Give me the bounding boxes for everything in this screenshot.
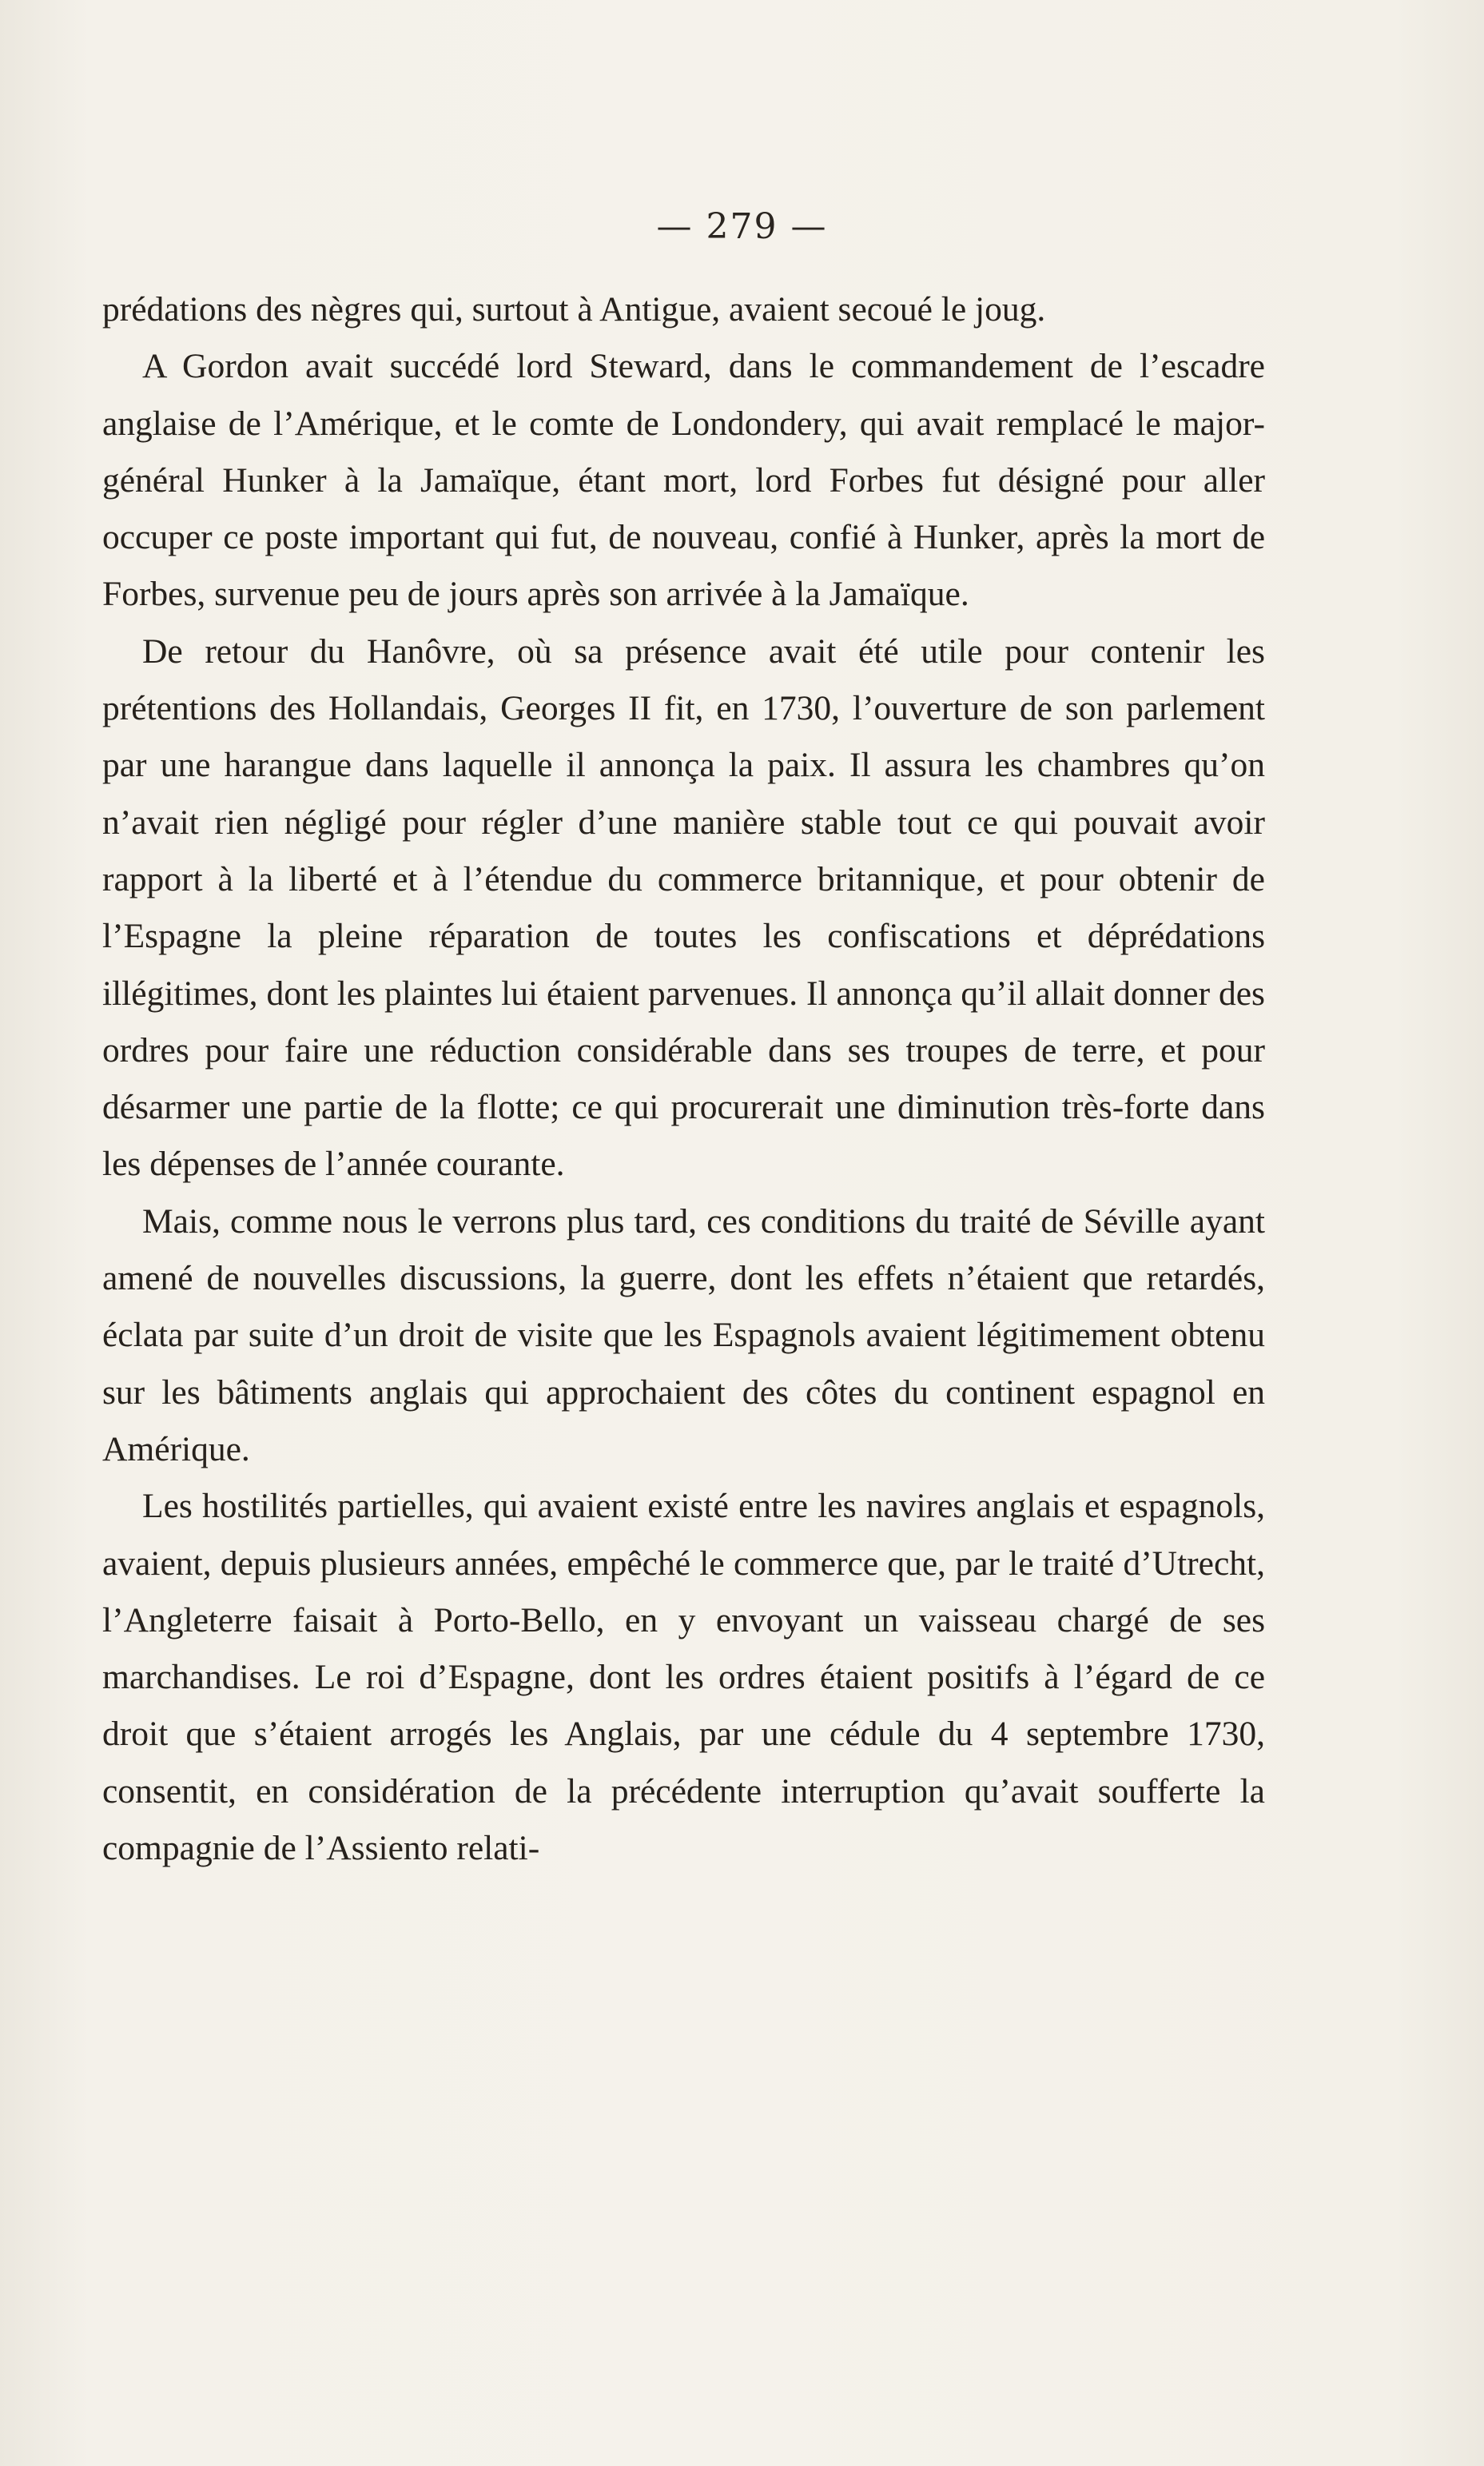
paragraph: prédations des nègres qui, surtout à Antigue, avaient secoué le joug. — [102, 290, 1046, 329]
paragraph: A Gordon avait succédé lord Steward, dans le commandement de l’escadre anglaise de l’Amérique, et le comte de Londondery, qui avait remplacé le major-général Hunker à la Jamaïque, étant mort, lord Forbes fut désigné pour aller occuper ce poste important qui fut, de nouveau, confié à Hunker, après la mort de Forbes, survenue peu de jours après son arrivée à la Jamaïque. — [102, 347, 1265, 614]
page-number: — 279 — — [656, 206, 828, 247]
body-text — [102, 281, 1265, 1877]
paragraph: Les hostilités partielles, qui avaient existé entre les navires anglais et espagnols, avaient, depuis plusieurs années, empêché le commerce que, par le traité d’Utrecht, l’Angleterre faisait à Porto-Bello, en y envoyant un vaisseau chargé de ses marchandises. Le roi d’Espagne, dont les ordres étaient positifs à l’égard de ce droit que s’étaient arrogés les Anglais, par une cédule du 4 septembre 1730, consentit, en considération de la précédente interruption qu’avait soufferte la compagnie de l’Assiento relati- — [102, 1487, 1265, 1868]
paragraph: Mais, comme nous le verrons plus tard, ces conditions du traité de Séville ayant amené de nouvelles discussions, la guerre, dont les effets n’étaient que retardés, éclata par suite d’un droit de visite que les Espagnols avaient légitimement obtenu sur les bâtiments anglais qui approchaient des côtes du continent espagnol en Amérique. — [102, 1201, 1265, 1468]
paragraph: De retour du Hanôvre, où sa présence avait été utile pour contenir les prétentions des Hollandais, Georges II fit, en 1730, l’ouverture de son parlement par une harangue dans laquelle il annonça la paix. Il assura les chambres qu’on n’avait rien négligé pour régler d’une manière stable tout ce qui pouvait avoir rapport à la liberté et à l’étendue du commerce britannique, et pour obtenir de l’Espagne la pleine réparation de toutes les confiscations et déprédations illégitimes, dont les plaintes lui étaient parvenues. Il annonça qu’il allait donner des ordres pour faire une réduction considérable dans ses troupes de terre, et pour désarmer une partie de la flotte; ce qui procurerait une diminution très-forte dans les dépenses de l’année courante. — [102, 631, 1265, 1184]
